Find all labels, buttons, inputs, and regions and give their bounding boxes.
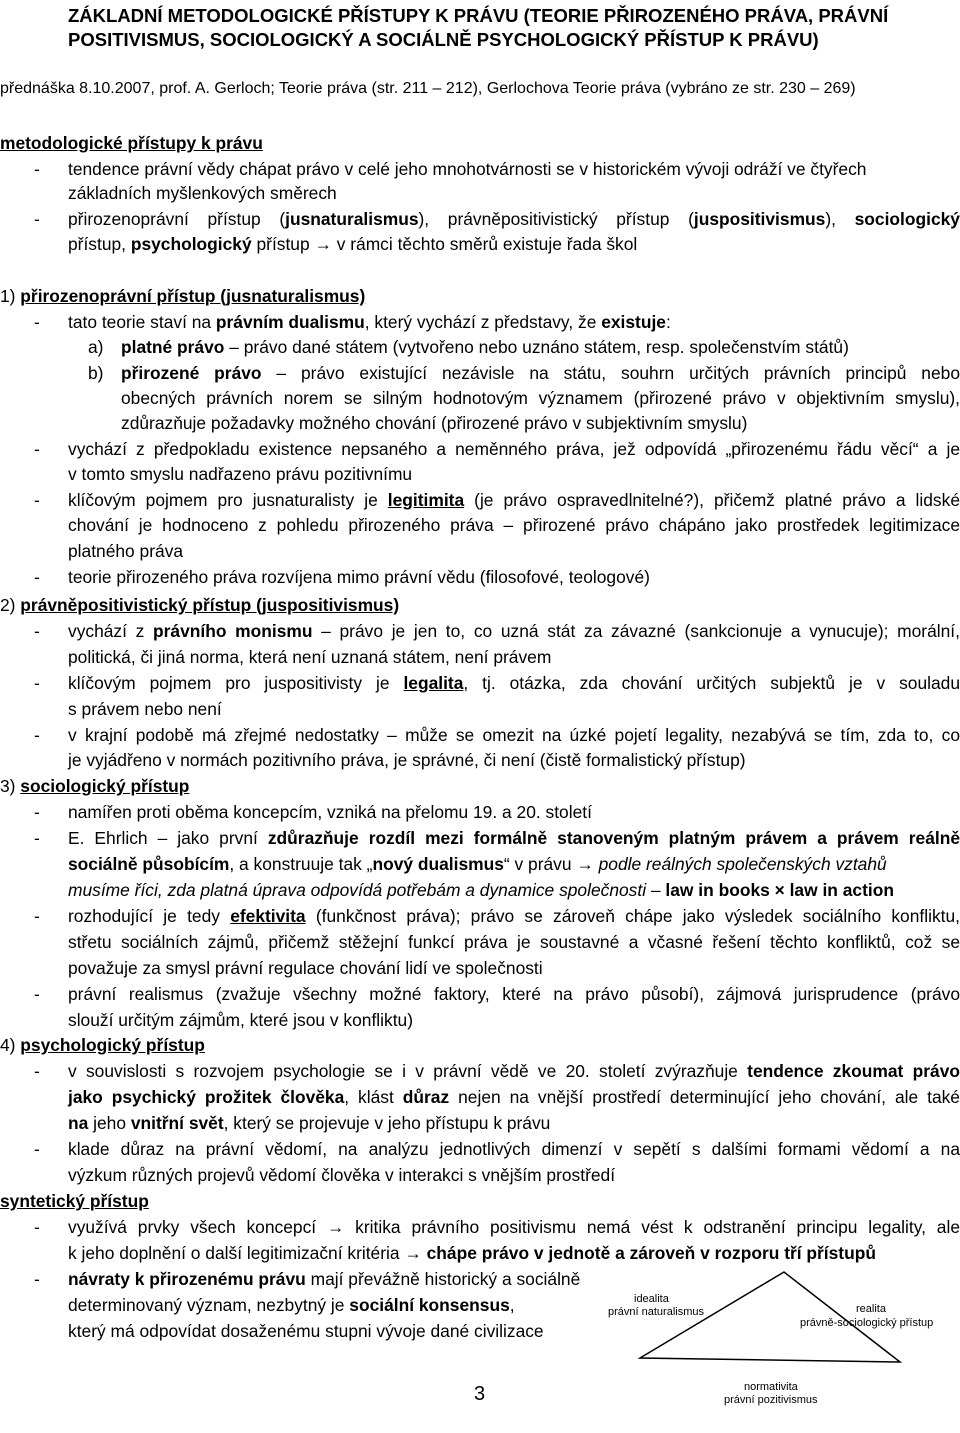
document-title-line-2: POSITIVISMUS, SOCIOLOGICKÝ A SOCIÁLNĚ PSYCHOLOGICKÝ PŘÍSTUP K PRÁVU) <box>68 29 819 50</box>
synthetic-bullet-1: využívá prvky všech koncepcí → kritika právního positivismu nemá vést k odstranění principu legality, ale <box>68 1217 960 1237</box>
diagram-right-subtitle: právně-sociologický přístup <box>800 1317 934 1329</box>
section-2-bullet-1: vychází z právního monismu – právo je jen to, co uzná stát za závazné (sankcionuje a vynucuje); morální, <box>68 621 960 641</box>
section-3-bullet-2-cont-2: musíme říci, zda platná úprava odpovídá potřebám a dynamice společnosti – law in books × law in action <box>68 880 894 900</box>
bullet-dash: - <box>34 312 40 332</box>
bullet-dash: - <box>34 1139 40 1159</box>
synthetic-bullet-2: návraty k přirozenému právu mají převážně historický a sociálně <box>68 1269 581 1289</box>
section-1-bullet-1: tato teorie staví na právním dualismu, který vychází z představy, že existuje: <box>68 312 671 332</box>
item-b-text-cont-2: zdůrazňuje požadavky možného chování (přirozené právo v subjektivním smyslu) <box>121 413 748 433</box>
bullet-dash: - <box>34 725 40 745</box>
section-4-bullet-2-cont: výzkum různých projevů vědomí člověka v interakci s vnějším prostředí <box>68 1165 616 1185</box>
bullet-dash: - <box>34 439 40 459</box>
bullet-dash: - <box>34 621 40 641</box>
bullet-dash: - <box>34 1269 40 1289</box>
item-b-text: přirozené právo – právo existující nezávisle na státu, souhrn určitých právních principů nebo <box>121 363 960 383</box>
section-1-bullet-3-cont-2: platného práva <box>68 541 184 561</box>
section-4-bullet-1-cont-1: jako psychický prožitek člověka, klást důraz nejen na vnější prostředí determinující jeho chování, ale také <box>68 1087 960 1107</box>
section-3-bullet-1: namířen proti oběma koncepcím, vzniká na přelomu 19. a 20. století <box>68 802 592 822</box>
methods-bullet-2-cont: přístup, psychologický přístup → v rámci těchto směrů existuje řada škol <box>68 234 638 254</box>
section-1-bullet-2: vychází z předpokladu existence nepsaného a neměnného práva, jež odpovídá „přirozenému řádu věcí“ a je <box>68 439 960 459</box>
diagram-left-subtitle: právní naturalismus <box>608 1306 704 1318</box>
synthetic-bullet-2-cont-1: determinovaný význam, nezbytný je sociální konsensus, <box>68 1295 515 1315</box>
bullet-dash: - <box>34 984 40 1004</box>
section-1-bullet-4: teorie přirozeného práva rozvíjena mimo právní vědu (filosofové, teologové) <box>68 567 650 587</box>
item-a-label: a) <box>88 337 104 357</box>
item-b-text-cont-1: obecných právních norem se silným hodnotovým významem (přirozené právo v objektivním smyslu), <box>121 388 960 408</box>
section-4-bullet-1: v souvislosti s rozvojem psychologie se i v právní vědě ve 20. století zvýrazňuje tendence zkoumat právo <box>68 1061 960 1081</box>
section-1-bullet-3-cont-1: chování je hodnoceno z pohledu přirozeného práva – přirozené právo chápáno jako prostředek legitimizace <box>68 515 960 535</box>
bullet-dash: - <box>34 567 40 587</box>
section-3-heading: 3) sociologický přístup <box>0 776 190 796</box>
section-3-bullet-4-cont: slouží určitým zájmům, které jsou v konfliktu) <box>68 1010 414 1030</box>
section-3-bullet-2-cont-1: sociálně působícím, a konstruuje tak „nový dualismus“ v právu → podle reálných společenských vztahů <box>68 854 887 874</box>
section-1-bullet-3: klíčovým pojmem pro jusnaturalisty je legitimita (je právo ospravedlnitelné?), přičemž platné právo a lidské <box>68 490 960 510</box>
lecture-info: přednáška 8.10.2007, prof. A. Gerloch; Teorie práva (str. 211 – 212), Gerlochova Teorie práva (vybráno ze str. 230 – 269) <box>0 80 856 97</box>
methods-bullet-2: přirozenoprávní přístup (jusnaturalismus), právněpositivistický přístup (juspositivismus), sociologický <box>68 209 960 229</box>
section-2-bullet-1-cont: politická, či jiná norma, která není uznaná státem, není právem <box>68 647 552 667</box>
triangle-diagram <box>600 1262 960 1422</box>
section-1-bullet-2-cont: v tomto smyslu nadřazeno právu pozitivnímu <box>68 464 413 484</box>
section-2-bullet-3: v krajní podobě má zřejmé nedostatky – může se omezit na úzké pojetí legality, nezabývá se tím, zda to, co <box>68 725 960 745</box>
bullet-dash: - <box>34 490 40 510</box>
methods-bullet-1: tendence právní vědy chápat právo v celé jeho mnohotvárnosti se v historickém vývoji odráží ve čtyřech <box>68 159 867 179</box>
synthetic-bullet-2-cont-2: který má odpovídat dosaženému stupni vývoje dané civilizace <box>68 1321 544 1341</box>
bullet-dash: - <box>34 673 40 693</box>
item-b-label: b) <box>88 363 104 383</box>
section-3-bullet-3-cont-1: střetu sociálních zájmů, přičemž stěžejní funkcí práva je soustavné a včasné řešení těchto konfliktů, což se <box>68 932 960 952</box>
bullet-dash: - <box>34 1217 40 1237</box>
section-4-heading: 4) psychologický přístup <box>0 1035 205 1055</box>
section-3-bullet-3: rozhodující je tedy efektivita (funkčnost práva); právo se zároveň chápe jako výsledek sociálního konfliktu, <box>68 906 960 926</box>
synthetic-bullet-1-cont: k jeho doplnění o další legitimizační kritéria → chápe právo v jednotě a zároveň v rozporu tří přístupů <box>68 1243 876 1263</box>
bullet-dash: - <box>34 209 40 229</box>
item-a-text: platné právo – právo dané státem (vytvořeno nebo uznáno státem, resp. společenstvím států) <box>121 337 849 357</box>
section-2-bullet-2-cont: s právem nebo není <box>68 699 222 719</box>
bullet-dash: - <box>34 802 40 822</box>
bullet-dash: - <box>34 906 40 926</box>
section-2-heading: 2) právněpositivistický přístup (juspositivismus) <box>0 595 400 615</box>
bullet-dash: - <box>34 159 40 179</box>
section-3-bullet-3-cont-2: považuje za smysl právní regulace chování lidí ve společnosti <box>68 958 543 978</box>
section-2-bullet-3-cont: je vyjádřeno v normách pozitivního práva, je správné, či není (čistě formalistický přístup) <box>68 750 746 770</box>
section-4-bullet-1-cont-2: na jeho vnitřní svět, který se projevuje v jeho přístupu k právu <box>68 1113 551 1133</box>
bullet-dash: - <box>34 828 40 848</box>
diagram-bottom-title: normativita <box>744 1381 798 1393</box>
synthetic-heading: syntetický přístup <box>0 1191 149 1211</box>
methods-heading: metodologické přístupy k právu <box>0 133 263 153</box>
page-number: 3 <box>474 1383 486 1405</box>
diagram-left-title: idealita <box>634 1293 669 1305</box>
section-2-bullet-2: klíčovým pojmem pro juspositivisty je legalita, tj. otázka, zda chování určitých subjektů je v souladu <box>68 673 960 693</box>
diagram-right-title: realita <box>856 1303 886 1315</box>
section-3-bullet-2: E. Ehrlich – jako první zdůrazňuje rozdíl mezi formálně stanoveným platným právem a právem reálně <box>68 828 960 848</box>
diagram-bottom-subtitle: právní pozitivismus <box>724 1394 818 1406</box>
methods-bullet-1-cont: základních myšlenkových směrech <box>68 183 337 203</box>
section-3-bullet-4: právní realismus (zvažuje všechny možné faktory, které na právo působí), zájmová jurisprudence (právo <box>68 984 960 1004</box>
document-title-line-1: ZÁKLADNÍ METODOLOGICKÉ PŘÍSTUPY K PRÁVU (TEORIE PŘIROZENÉHO PRÁVA, PRÁVNÍ <box>68 5 889 26</box>
section-4-bullet-2: klade důraz na právní vědomí, na analýzu jednotlivých dimenzí v sepětí s dalšími formami vědomí a na <box>68 1139 960 1159</box>
bullet-dash: - <box>34 1061 40 1081</box>
section-1-heading: 1) přirozenoprávní přístup (jusnaturalismus) <box>0 286 366 306</box>
